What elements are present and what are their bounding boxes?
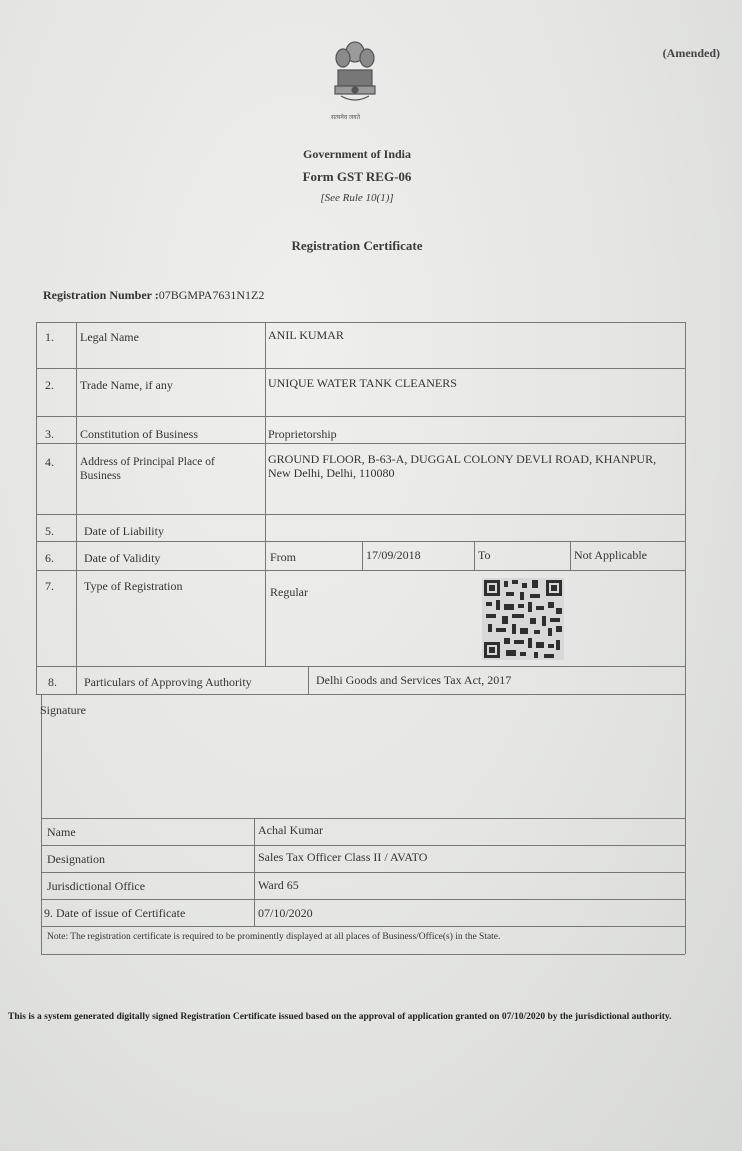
approving-authority-label: Particulars of Approving Authority xyxy=(84,675,252,689)
row-4-number: 4. xyxy=(45,455,54,469)
signatory-name-label: Name xyxy=(47,825,76,839)
row-1-number: 1. xyxy=(45,330,54,344)
trade-name-value: UNIQUE WATER TANK CLEANERS xyxy=(268,376,457,390)
date-of-issue-value: 07/10/2020 xyxy=(258,906,313,920)
row-5-number: 5. xyxy=(45,524,54,538)
certificate-title: Registration Certificate xyxy=(291,238,423,253)
legal-name-label: Legal Name xyxy=(80,330,139,344)
constitution-label: Constitution of Business xyxy=(80,427,199,441)
trade-name-label: Trade Name, if any xyxy=(80,378,173,392)
designation-value: Sales Tax Officer Class II / AVATO xyxy=(258,850,428,864)
registration-number-label: Registration Number : xyxy=(43,288,159,302)
signature-label: Signature xyxy=(40,703,86,717)
approving-authority-value: Delhi Goods and Services Tax Act, 2017 xyxy=(316,673,512,687)
registration-number-line xyxy=(43,288,264,303)
rule-reference: [See Rule 10(1)] xyxy=(320,192,394,204)
row-7-number: 7. xyxy=(45,579,54,593)
row-2-number: 2. xyxy=(45,378,54,392)
date-of-validity-label: Date of Validity xyxy=(84,551,161,565)
address-value: GROUND FLOOR, B-63-A, DUGGAL COLONY DEVLI ROAD, KHANPUR, New Delhi, Delhi, 110080 xyxy=(268,452,657,480)
validity-to-value: Not Applicable xyxy=(574,548,647,562)
jurisdictional-office-value: Ward 65 xyxy=(258,878,299,892)
amended-label: (Amended) xyxy=(662,46,720,60)
date-of-liability-label: Date of Liability xyxy=(84,524,164,538)
form-heading: Form GST REG-06 xyxy=(302,169,412,184)
qr-code-icon xyxy=(482,578,564,660)
legal-name-value: ANIL KUMAR xyxy=(268,328,344,342)
system-generated-footer: This is a system generated digitally signed Registration Certificate issued based on the approval of application granted on 07/10/2020 by the jurisdictional authority. xyxy=(8,1012,672,1022)
row-8-number: 8. xyxy=(48,675,57,689)
emblem-motto: सत्यमेव जयते xyxy=(331,115,361,121)
constitution-value: Proprietorship xyxy=(268,427,337,441)
type-of-registration-value: Regular xyxy=(270,585,308,599)
jurisdictional-office-label: Jurisdictional Office xyxy=(47,879,146,893)
validity-to-label: To xyxy=(478,548,491,562)
registration-number-value: 07BGMPA7631N1Z2 xyxy=(158,288,265,302)
display-note: Note: The registration certificate is required to be prominently displayed at all places of Business/Office(s) in the State. xyxy=(47,932,501,942)
validity-from-value: 17/09/2018 xyxy=(366,548,421,562)
national-emblem-icon xyxy=(327,34,383,124)
validity-from-label: From xyxy=(270,550,297,564)
row-6-number: 6. xyxy=(45,551,54,565)
government-heading: Government of India xyxy=(303,147,411,161)
row-3-number: 3. xyxy=(45,427,54,441)
type-of-registration-label: Type of Registration xyxy=(84,579,183,593)
signatory-name-value: Achal Kumar xyxy=(258,823,323,837)
designation-label: Designation xyxy=(47,852,105,866)
address-label: Address of Principal Place of Business xyxy=(80,456,215,482)
date-of-issue-label: 9. Date of issue of Certificate xyxy=(44,906,186,920)
